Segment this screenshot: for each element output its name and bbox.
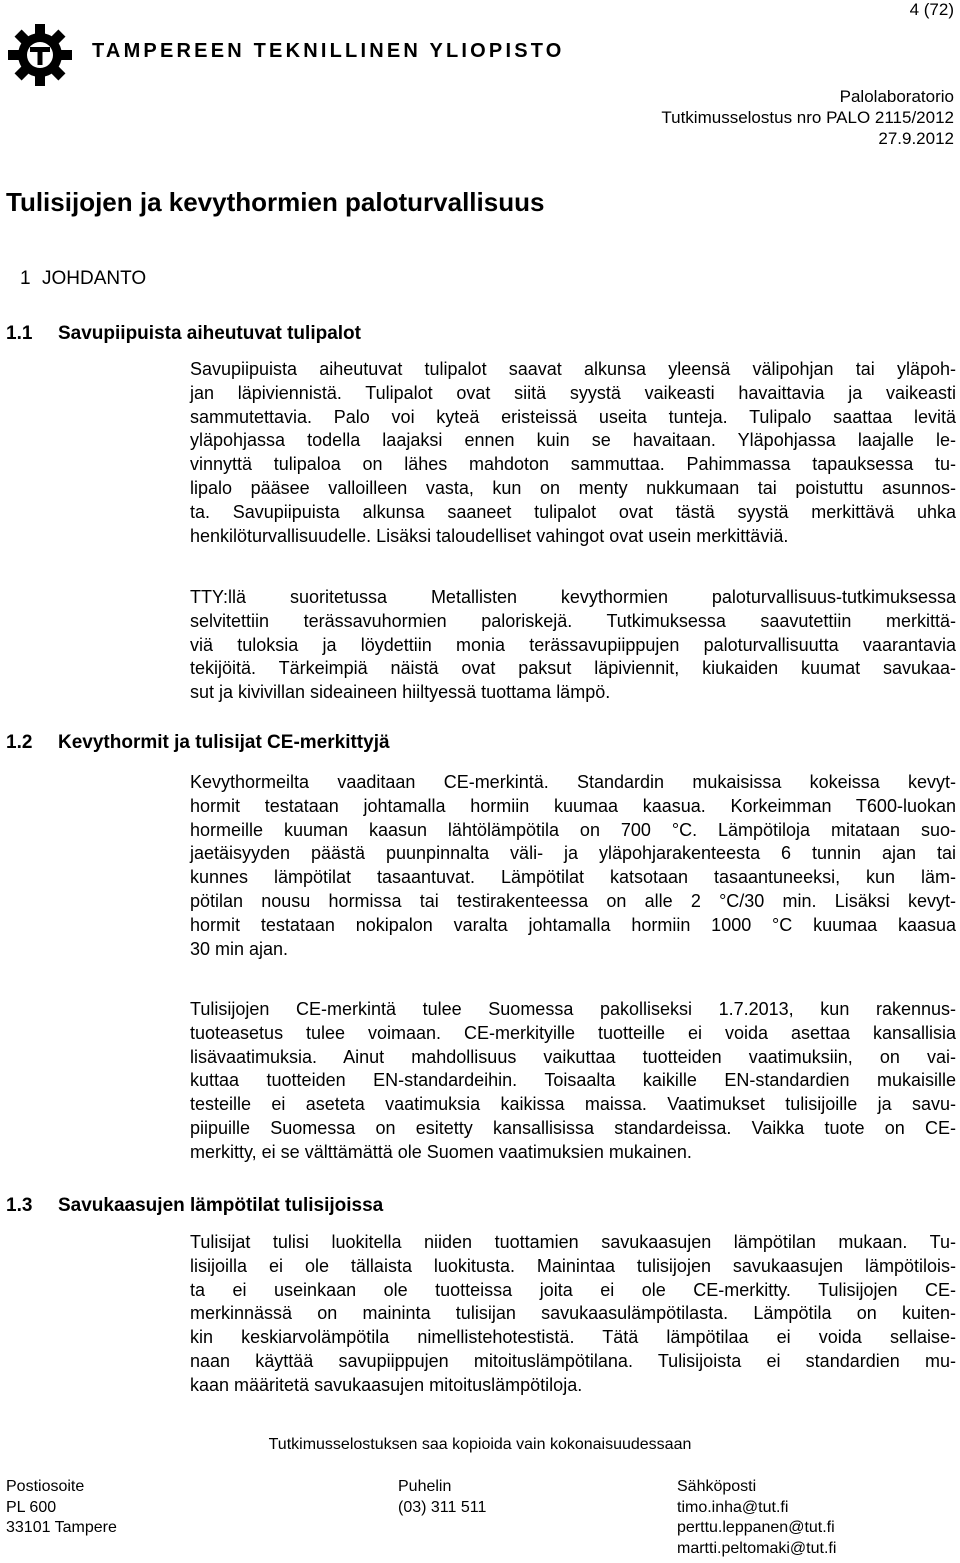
text-line: sut ja kivivillan sideaineen hiiltyessä tuottama lämpö.	[190, 682, 611, 703]
text-line: hormit testataan nokipalon varalta johtamalla hormiin 1000 °C kuumaa kaasua	[190, 914, 956, 935]
footer-value: 33101 Tampere	[6, 1519, 117, 1536]
text-line: TTY:llä suoritetussa Metallisten kevythormien paloturvallisuus-tutkimuksessa	[190, 587, 956, 607]
text-line: viä tuloksia ja löydettiin monia terässavupiippujen paloturvallisuutta vaarantavia	[190, 634, 956, 655]
section-number: 1.1	[6, 323, 33, 344]
text-line: selvitettiin terässavuhormien paloriskejä. Tutkimuksessa saavutettiin merkittä-	[190, 610, 956, 631]
section-heading-1-3	[6, 1195, 383, 1217]
text-line: merkinnässä on maininta tulisijan savukaasulämpötilasta. Lämpötila on kuiten-	[190, 1303, 956, 1324]
footer-value: (03) 311 511	[398, 1498, 487, 1516]
text-line: kunnes lämpötilat tasaantuvat. Lämpötilat katsotaan tasaantuneeksi, kun läm-	[190, 867, 956, 888]
section-title: Savupiipuista aiheutuvat tulipalot	[58, 323, 361, 344]
text-line: naan käyttää savupiippujen mitoituslämpötilana. Tulisijoista ei standardien mu-	[190, 1350, 956, 1371]
footer-copy-note: Tutkimusselostuksen saa kopioida vain kokonaisuudessaan	[268, 1436, 692, 1453]
text-line: Tulisijojen CE-merkintä tulee Suomessa pakolliseksi 1.7.2013, kun rakennus-	[190, 999, 956, 1019]
text-line: Savupiipuista aiheutuvat tulipalot saavat alkunsa yleensä välipohjan tai yläpoh-	[190, 359, 956, 379]
text-line: tekijöitä. Tärkeimpiä näistä ovat paksut läpiviennit, kiukaiden kuumat savukaa-	[190, 658, 956, 679]
report-number: Tutkimusselostus nro PALO 2115/2012	[661, 108, 954, 127]
text-line: jaetäisyyden päästä puunpinnalta väli- ja yläpohjarakenteesta 6 tunnin ajan tai	[190, 843, 956, 864]
footer-email-column	[677, 1477, 836, 1559]
footer-label: Puhelin	[398, 1478, 452, 1495]
text-line: henkilöturvallisuudelle. Lisäksi taloudelliset vahingot ovat usein merkittäviä.	[190, 525, 789, 546]
text-line: sammutettavia. Palo voi kyteä eristeissä useita tunteja. Tulipalo saattaa levitä	[190, 406, 956, 427]
footer-label: Postiosoite	[6, 1478, 85, 1495]
document-title: Tulisijojen ja kevythormien paloturvallisuus	[6, 187, 545, 217]
footer-label: Sähköposti	[677, 1478, 757, 1495]
email-link[interactable]: perttu.leppanen@tut.fi	[677, 1519, 835, 1536]
text-line: ta. Savupiipuista alkunsa saaneet tulipalot ovat tästä syystä merkittävä uhka	[190, 501, 956, 522]
text-line: ta ei useinkaan ole tuotteissa joita ei ole CE-merkitty. Tulisijojen CE-	[190, 1279, 956, 1300]
paragraph-tulisijat-ce	[190, 998, 956, 1165]
university-name: TAMPEREEN TEKNILLINEN YLIOPISTO	[92, 40, 565, 62]
section-number: 1	[20, 268, 31, 289]
text-line: Kevythormeilta vaaditaan CE-merkintä. Standardin mukaisissa kokeissa kevyt-	[190, 772, 956, 792]
section-heading-1-1	[6, 323, 361, 345]
section-title: JOHDANTO	[42, 268, 147, 289]
footer-phone-column	[398, 1477, 486, 1518]
text-line: kin keskiarvolämpötila nimellistehotestistä. Tätä lämpötilaa ei voida sellaise-	[190, 1327, 956, 1348]
text-line: merkitty, ei se välttämättä ole Suomen vaatimuksien mukainen.	[190, 1141, 692, 1162]
section-title: Kevythormit ja tulisijat CE-merkittyjä	[58, 732, 390, 753]
paragraph-ce-merkinta	[190, 771, 956, 961]
text-line: vinnyttä tulipaloa on lähes mahdoton sammuttaa. Pahimmassa tapauksessa tu-	[190, 454, 956, 475]
email-link[interactable]: martti.peltomaki@tut.fi	[677, 1539, 837, 1557]
text-line: hormit testataan johtamalla hormiin kuumaa kaasua. Korkeimman T600-luokan	[190, 795, 956, 816]
text-line: lisijoilla ei ole tällaista luokitusta. Mainintaa tulisijojen savukaasujen lämpötilois-	[190, 1255, 956, 1276]
paragraph-tty-tutkimus	[190, 586, 956, 705]
paragraph-savupiiput	[190, 358, 956, 548]
email-link[interactable]: timo.inha@tut.fi	[677, 1498, 789, 1516]
footer-value: PL 600	[6, 1498, 57, 1516]
text-line: 30 min ajan.	[190, 938, 289, 959]
text-line: testeille ei aseteta vaatimuksia kaikissa maissa. Vaatimukset tulisijoille ja savu-	[190, 1094, 956, 1115]
report-date: 27.9.2012	[878, 129, 954, 148]
text-line: kuttaa tuotteiden EN-standardeihin. Toisaalta kaikille EN-standardien mukaisille	[190, 1070, 956, 1091]
paragraph-savukaasut	[190, 1231, 956, 1398]
section-heading-1-2	[6, 732, 390, 754]
page-number: 4 (72)	[909, 0, 954, 19]
section-title: Savukaasujen lämpötilat tulisijoissa	[58, 1195, 384, 1216]
text-line: lisävaatimuksia. Ainut mahdollisuus vaikuttaa tuotteiden vaatimuksiin, on vai-	[190, 1046, 956, 1067]
text-line: tuoteasetus tulee voimaan. CE-merkityille tuotteille ei voida asettaa kansallisia	[190, 1022, 956, 1043]
text-line: jan läpiviennistä. Tulipalot ovat siitä syystä vaikeasti havaittavia ja vaikeasti	[190, 382, 956, 403]
lab-name: Palolaboratorio	[839, 87, 954, 106]
text-line: yläpohjassa todella laajaksi ennen kuin se havaitaan. Yläpohjassa laajalle le-	[190, 430, 956, 451]
footer-postal-column	[6, 1477, 117, 1539]
section-number: 1.2	[6, 732, 33, 753]
section-heading-johdanto	[20, 268, 146, 290]
text-line: lipalo pääsee valloilleen vasta, kun on menty nukkumaan tai poistuttu asunnos-	[190, 477, 956, 498]
tut-gear-logo-icon	[6, 22, 74, 88]
section-number: 1.3	[6, 1195, 33, 1216]
text-line: Tulisijat tulisi luokitella niiden tuottamien savukaasujen lämpötilan mukaan. Tu-	[190, 1232, 956, 1252]
text-line: hormeille kuuman kaasun lähtölämpötila on 700 °C. Lämpötiloja mitataan suo-	[190, 819, 956, 840]
text-line: kaan määritetä savukaasujen mitoituslämpötiloja.	[190, 1374, 583, 1395]
text-line: pötilan nousu hormissa tai testirakenteessa on alle 2 °C/30 min. Lisäksi kevyt-	[190, 890, 956, 911]
report-header	[661, 86, 954, 149]
text-line: piipuille Suomessa on esitetty kansallisissa standardeissa. Vaikka tuote on CE-	[190, 1117, 956, 1138]
